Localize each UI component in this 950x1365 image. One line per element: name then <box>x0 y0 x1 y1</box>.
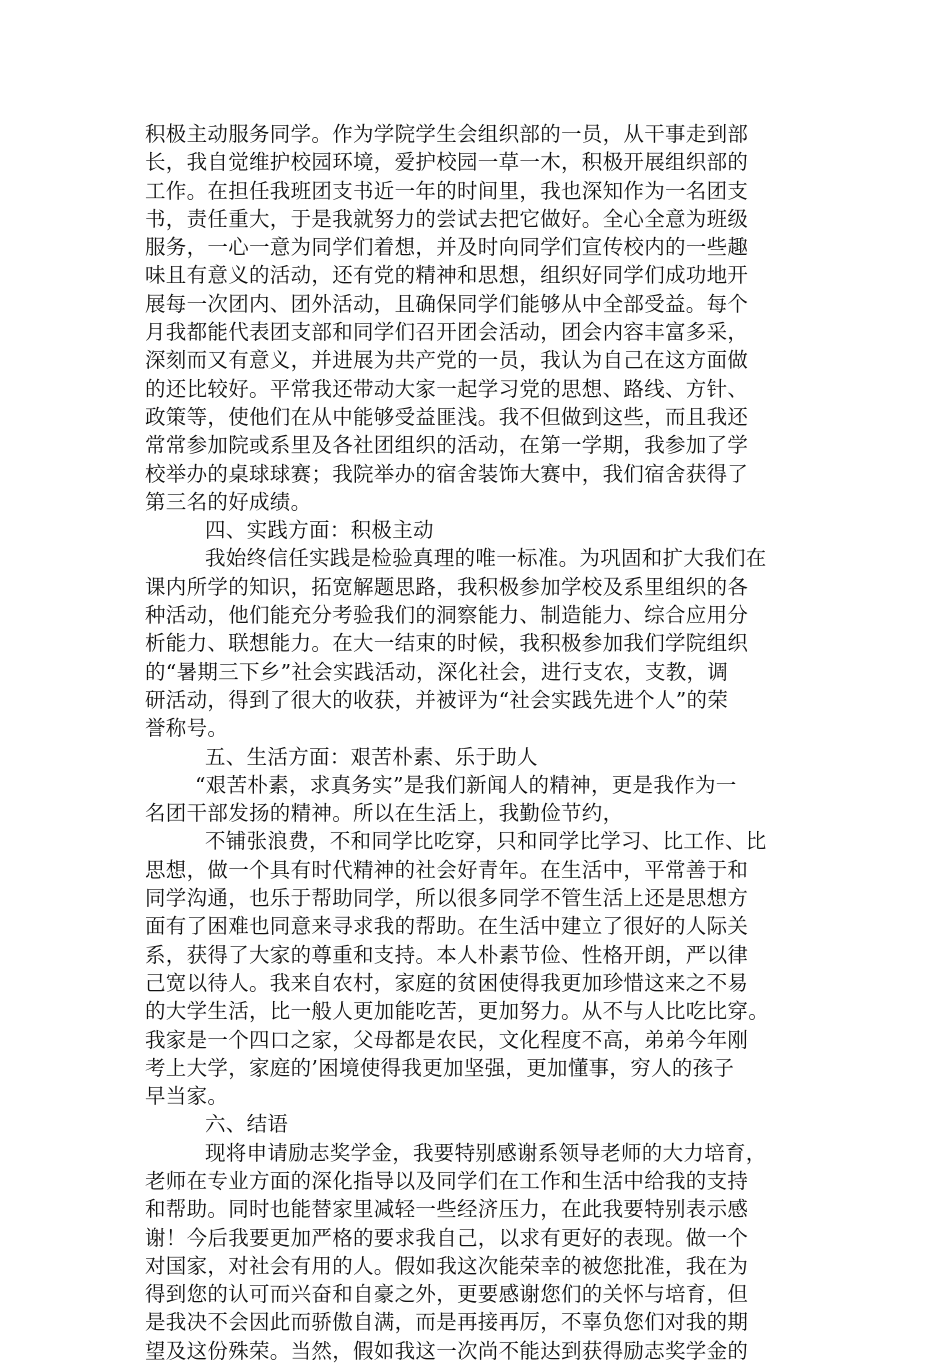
text-line: 和帮助。同时也能替家里减轻一些经济压力，在此我要特别表示感 <box>145 1197 749 1222</box>
text-line: 是我决不会因此而骄傲自满，而是再接再厉，不辜负您们对我的期 <box>145 1310 749 1335</box>
text-line: 同学沟通，也乐于帮助同学，所以很多同学不管生活上还是思想方 <box>145 886 749 911</box>
body-text <box>145 120 825 1365</box>
text-line: 思想，做一个具有时代精神的社会好青年。在生活中，平常善于和 <box>145 857 749 882</box>
text-line: 系，获得了大家的尊重和支持。本人朴素节俭、性格开朗，严以律 <box>145 942 749 967</box>
text-line: 的还比较好。平常我还带动大家一起学习党的思想、路线、方针、 <box>145 376 749 401</box>
text-line: 不铺张浪费，不和同学比吃穿，只和同学比学习、比工作、比 <box>205 829 767 854</box>
text-line: 展每一次团内、团外活动，且确保同学们能够从中全部受益。每个 <box>145 291 749 316</box>
text-line: 的“暑期三下乡”社会实践活动，深化社会，进行支农，支教，调 <box>145 659 729 684</box>
text-line: 对国家，对社会有用的人。假如我这次能荣幸的被您批准，我在为 <box>145 1253 749 1278</box>
text-line: 六、结语 <box>205 1112 289 1137</box>
text-line: 四、实践方面：积极主动 <box>205 518 434 543</box>
text-line: 考上大学，家庭的’困境使得我更加坚强，更加懂事，穷人的孩子 <box>145 1055 735 1080</box>
text-line: 的大学生活，比一般人更加能吃苦，更加努力。从不与人比吃比穿。 <box>145 999 769 1024</box>
text-line: 析能力、联想能力。在大一结束的时候，我积极参加我们学院组织 <box>145 631 749 656</box>
text-line: 面有了困难也同意来寻求我的帮助。在生活中建立了很好的人际关 <box>145 914 749 939</box>
text-line: 我始终信任实践是检验真理的唯一标准。为巩固和扩大我们在 <box>205 546 767 571</box>
text-line: 长，我自觉维护校园环境，爱护校园一草一木，积极开展组织部的 <box>145 150 749 175</box>
text-line: 五、生活方面：艰苦朴素、乐于助人 <box>205 744 538 769</box>
text-line: 深刻而又有意义，并进展为共产党的一员，我认为自己在这方面做 <box>145 348 749 373</box>
text-line: 望及这份殊荣。当然，假如我这一次尚不能达到获得励志奖学金的 <box>145 1338 749 1363</box>
text-line: 誉称号。 <box>145 716 229 741</box>
text-line: 研活动，得到了很大的收获，并被评为“社会实践先进个人”的荣 <box>145 687 729 712</box>
text-line: 工作。在担任我班团支书近一年的时间里，我也深知作为一名团支 <box>145 178 749 203</box>
text-line: 早当家。 <box>145 1084 229 1109</box>
text-line: 现将申请励志奖学金，我要特别感谢系领导老师的大力培育， <box>205 1140 767 1165</box>
text-line: 老师在专业方面的深化指导以及同学们在工作和生活中给我的支持 <box>145 1168 749 1193</box>
text-line: 己宽以待人。我来自农村，家庭的贫困使得我更加珍惜这来之不易 <box>145 970 749 995</box>
text-line: 种活动，他们能充分考验我们的洞察能力、制造能力、综合应用分 <box>145 603 749 628</box>
text-line: 得到您的认可而兴奋和自豪之外，更要感谢您们的关怀与培育，但 <box>145 1282 749 1307</box>
text-line: “艰苦朴素，求真务实”是我们新闻人的精神，更是我作为一 <box>195 772 737 797</box>
text-line: 积极主动服务同学。作为学院学生会组织部的一员，从干事走到部 <box>145 122 749 146</box>
text-line: 课内所学的知识，拓宽解题思路，我积极参加学校及系里组织的各 <box>145 574 749 599</box>
text-line: 校举办的桌球球赛；我院举办的宿舍装饰大赛中，我们宿舍获得了 <box>145 461 749 486</box>
text-line: 政策等，使他们在从中能够受益匪浅。我不但做到这些，而且我还 <box>145 404 749 429</box>
text-line: 味且有意义的活动，还有党的精神和思想，组织好同学们成功地开 <box>145 263 749 288</box>
text-line: 名团干部发扬的精神。所以在生活上，我勤俭节约， <box>145 801 624 826</box>
text-line: 第三名的好成绩。 <box>145 489 312 514</box>
text-line: 我家是一个四口之家，父母都是农民，文化程度不高，弟弟今年刚 <box>145 1027 749 1052</box>
text-line: 服务，一心一意为同学们着想，并及时向同学们宣传校内的一些趣 <box>145 235 749 260</box>
text-line: 书，责任重大，于是我就努力的尝试去把它做好。全心全意为班级 <box>145 206 749 231</box>
text-line: 月我都能代表团支部和同学们召开团会活动，团会内容丰富多采， <box>145 320 749 345</box>
text-line: 谢！今后我要更加严格的要求我自己，以求有更好的表现。做一个 <box>145 1225 749 1250</box>
text-line: 常常参加院或系里及各社团组织的活动，在第一学期，我参加了学 <box>145 433 749 458</box>
